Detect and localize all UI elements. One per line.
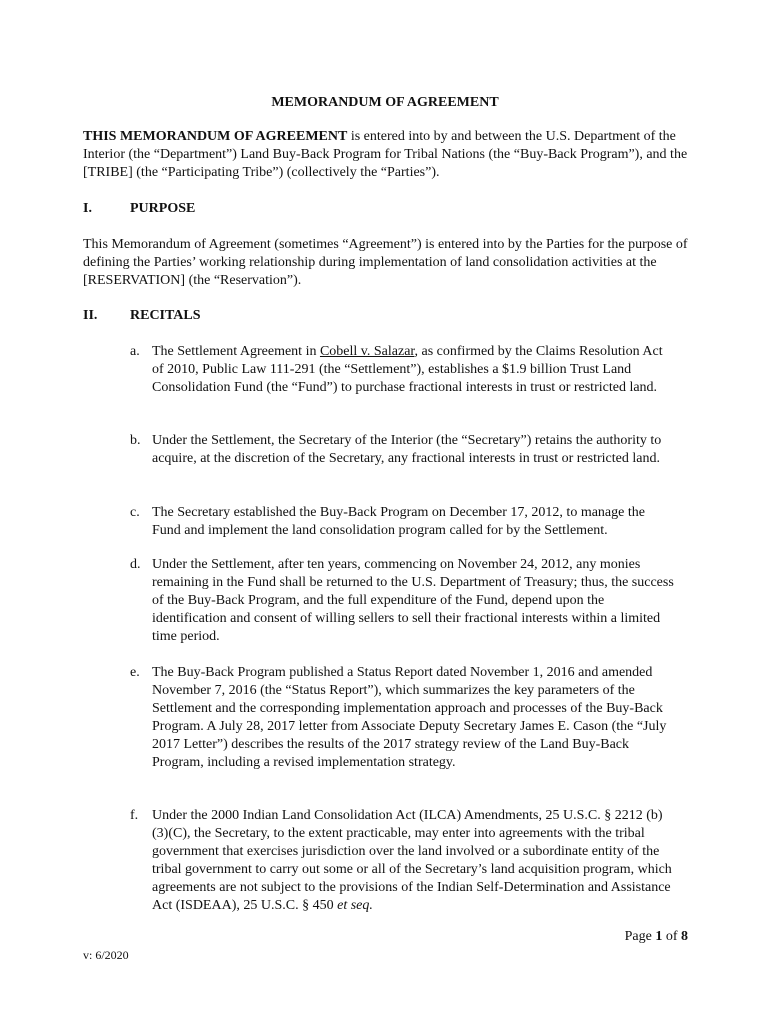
item-text: Under the Settlement, after ten years, commencing on November 24, 2012, any monies remaining in the Fund shall be returned to the U.S. Department of Treasury; thus, the success of the Buy-Back Program, and the full expenditure of the Fund, depend upon the identification and consent of willing sellers to sell their fractional interests within a limited time period. bbox=[152, 557, 674, 644]
page-number: Page 1 of 8 bbox=[624, 929, 688, 944]
item-label: d. bbox=[130, 557, 141, 572]
italic-text: et seq. bbox=[337, 898, 373, 913]
recital-item-e bbox=[130, 664, 675, 772]
section-heading-purpose bbox=[83, 200, 195, 218]
purpose-paragraph: This Memorandum of Agreement (sometimes “Agreement”) is entered into by the Parties for the purpose of defining the Parties’ working relationship during implementation of land consolidation activities at the [RESERVATION] (the “Reservation”). bbox=[83, 237, 688, 288]
recital-item-a bbox=[130, 343, 675, 397]
item-label: b. bbox=[130, 433, 141, 448]
item-text: Under the 2000 Indian Land Consolidation Act (ILCA) Amendments, 25 U.S.C. § 2212 (b)(3)(C), the Secretary, to the extent practicable, may enter into agreements with the tribal government that exercises jurisdiction over the land involved or a subordinate entity of the tribal government to carry out some or all of the Secretary’s land acquisition program, which agreements are not subject to the provisions of the Indian Self-Determination and Assistance Act (ISDEAA), 25 U.S.C. § 450 et seq. bbox=[152, 808, 672, 913]
recital-item-b bbox=[130, 432, 675, 468]
recital-item-d bbox=[130, 556, 675, 646]
section-heading-recitals bbox=[83, 307, 201, 325]
section-title: RECITALS bbox=[130, 308, 201, 323]
document-title: MEMORANDUM OF AGREEMENT bbox=[271, 95, 499, 110]
item-text: The Secretary established the Buy-Back Program on December 17, 2012, to manage the Fund and implement the land consolidation program called for by the Settlement. bbox=[152, 505, 645, 538]
intro-bold-text: THIS MEMORANDUM OF AGREEMENT bbox=[83, 129, 348, 144]
item-text: The Buy-Back Program published a Status Report dated November 1, 2016 and amended November 7, 2016 (the “Status Report”), which summarizes the key parameters of the Settlement and the corresponding implementation approach and processes of the Buy-Back Program. A July 28, 2017 letter from Associate Deputy Secretary James E. Cason (the “July 2017 Letter”) describes the results of the 2017 strategy review of the Land Buy-Back Program, including a revised implementation strategy. bbox=[152, 665, 667, 770]
item-label: f. bbox=[130, 808, 139, 823]
item-text: The Settlement Agreement in Cobell v. Salazar, as confirmed by the Claims Resolution Act of 2010, Public Law 111-291 (the “Settlement”), establishes a $1.9 billion Trust Land Consolidation Fund (the “Fund”) to purchase fractional interests in trust or restricted land. bbox=[152, 344, 663, 395]
section-title: PURPOSE bbox=[130, 201, 196, 216]
item-text: Under the Settlement, the Secretary of the Interior (the “Secretary”) retains the authority to acquire, at the discretion of the Secretary, any fractional interests in trust or restricted land. bbox=[152, 433, 662, 466]
item-label: a. bbox=[130, 344, 140, 359]
section-number: I. bbox=[83, 201, 92, 216]
item-label: c. bbox=[130, 505, 140, 520]
recital-item-f bbox=[130, 807, 675, 915]
intro-text: is entered into by and between the U.S. Department of the Interior (the “Department”) Land Buy-Back Program for Tribal Nations (the “Buy-Back Program”), and the [TRIBE] (the “Participating Tribe”) (collectively the “Parties”). bbox=[83, 129, 688, 180]
case-name: Cobell v. Salazar bbox=[319, 344, 415, 359]
item-label: e. bbox=[130, 665, 140, 680]
version-label: v: 6/2020 bbox=[83, 948, 129, 962]
intro-paragraph bbox=[83, 128, 693, 182]
recital-item-c bbox=[130, 504, 675, 540]
section-number: II. bbox=[83, 308, 98, 323]
